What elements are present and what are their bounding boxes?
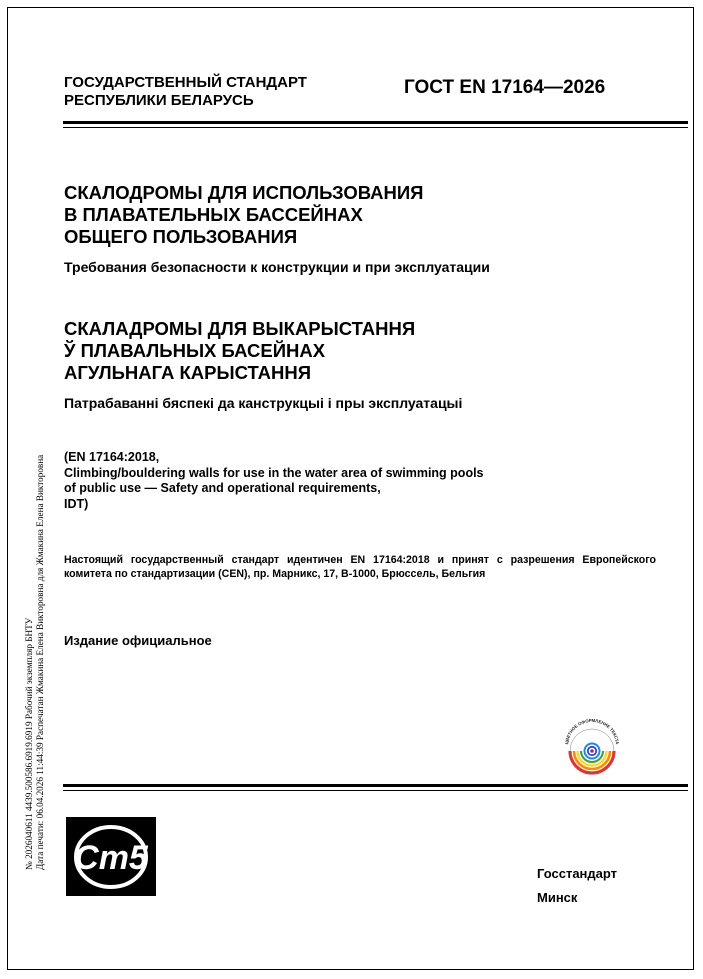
- header-rule-thick: [63, 121, 688, 124]
- header-org-line2: РЕСПУБЛИКИ БЕЛАРУСЬ: [64, 92, 254, 109]
- gosstandart-logo-icon: [66, 817, 156, 896]
- title-by-line2: Ў ПЛАВАЛЬНЫХ БАСЕЙНАХ: [64, 340, 326, 361]
- logo-glyph: [66, 817, 156, 896]
- title-by-line1: СКАЛАДРОМЫ ДЛЯ ВЫКАРЫСТАННЯ: [64, 318, 416, 339]
- en-reference-line1: (EN 17164:2018,: [64, 450, 160, 464]
- header-rule-thin: [63, 127, 688, 128]
- publisher-city: Минск: [537, 890, 578, 905]
- sidebar-line1: № 2026040611 4439.500586.6919.6919 Рабочий экземпляр БНТУ: [24, 617, 34, 870]
- identity-notice: Настоящий государственный стандарт идентичен EN 17164:2018 и принят с разрешения Европейского комитета по стандартизации (CEN), пр. Марникс, 17, B-1000, Брюссель, Бельгия: [64, 554, 656, 580]
- publisher-name: Госстандарт: [537, 866, 618, 881]
- header-org-line1: ГОСУДАРСТВЕННЫЙ СТАНДАРТ: [64, 74, 307, 91]
- sidebar-line2: Дата печати: 06.04.2026 11:44:39 Распечатан Жмакина Елена Викторовна для Жмакина Елена Викторовна: [34, 454, 45, 870]
- footer-rule-thin: [63, 790, 688, 791]
- title-ru-line2: В ПЛАВАТЕЛЬНЫХ БАССЕЙНАХ: [64, 204, 363, 225]
- edition-label: Издание официальное: [64, 633, 212, 648]
- color-text-stamp-icon: [560, 713, 624, 777]
- logo-text: Cm5: [74, 839, 148, 877]
- title-ru-line3: ОБЩЕГО ПОЛЬЗОВАНИЯ: [64, 226, 298, 247]
- print-info-sidebar: [24, 455, 45, 870]
- title-ru-line1: СКАЛОДРОМЫ ДЛЯ ИСПОЛЬЗОВАНИЯ: [64, 182, 424, 203]
- standard-code: ГОСТ EN 17164—2026: [404, 77, 606, 98]
- footer-rule-thick: [63, 784, 688, 787]
- en-reference-line2: Climbing/bouldering walls for use in the water area of swimming pools: [64, 465, 484, 480]
- title-by: [64, 318, 415, 384]
- en-reference: [64, 450, 484, 512]
- en-reference-line3: of public use — Safety and operational requirements,: [64, 481, 381, 495]
- en-reference-line4: IDT): [64, 496, 89, 511]
- subtitle-ru: Требования безопасности к конструкции и при эксплуатации: [64, 259, 490, 275]
- publisher: [537, 862, 617, 910]
- title-by-line3: АГУЛЬНАГА КАРЫСТАННЯ: [64, 362, 311, 383]
- stamp-text: ЦВЕТНОЕ ОФОРМЛЕНИЕ ТЕКСТА: [564, 717, 620, 745]
- header-organization: [64, 74, 307, 110]
- title-ru: [64, 182, 423, 248]
- subtitle-by: Патрабаванні бяспекі да канструкцыі і пры эксплуатацыі: [64, 395, 463, 411]
